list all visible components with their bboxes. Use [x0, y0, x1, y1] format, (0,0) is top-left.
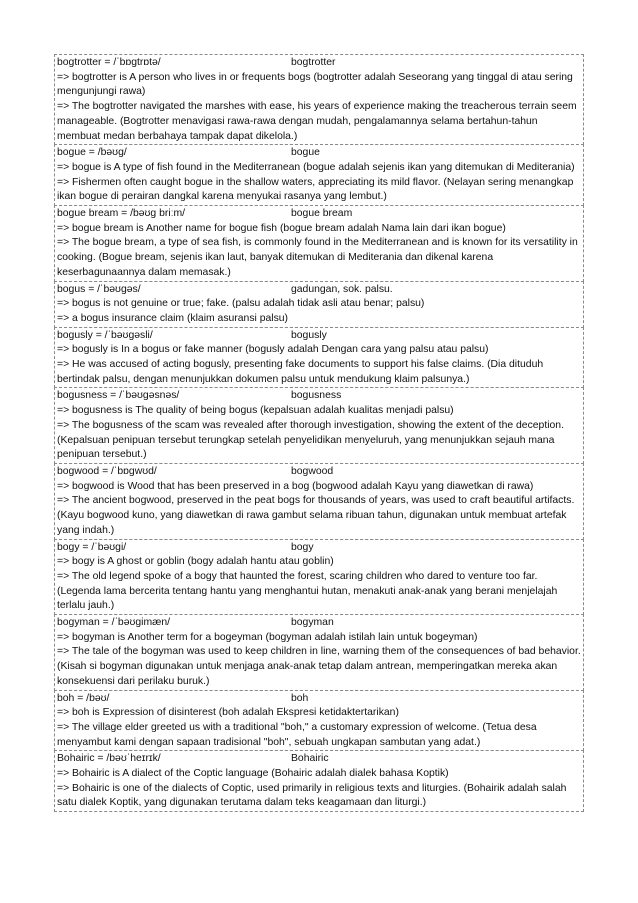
- headword-pronunciation: bogusly = /ˈbəʊɡəsli/: [57, 329, 153, 341]
- entry-bogue-bream: [54, 205, 584, 282]
- headword-pronunciation: Bohairic = /bəʊˈhеɪrɪk/: [57, 753, 161, 765]
- definition-line: => bogyman is Another term for a bogeyman (bogyman adalah istilah lain untuk bogeyman): [57, 631, 478, 643]
- entry-headword-row: [57, 389, 581, 404]
- entry-headword-row: [57, 329, 581, 344]
- entry-headword-row: [57, 283, 581, 298]
- entry-bogue: [54, 144, 584, 206]
- example-line: => The bogue bream, a type of sea fish, is commonly found in the Mediterranean and is known for its versatility in cooking. (Bogue bream, sejenis ikan laut, banyak ditemukan di Mediterania dan dikenal karena keserbagunaannya dalam memasak.): [57, 237, 578, 278]
- example-line: => The bogtrotter navigated the marshes with ease, his years of experience making the treacherous terrain seem manageable. (Bogtrotter menavigasi rawa-rawa dengan mudah, pengalamannya selama bertahun-tahun membuat medan berbahaya tampak dapat dikelola.): [57, 101, 577, 142]
- entry-bogtrotter: [54, 54, 584, 145]
- headword-pronunciation: boh = /bəʊ/: [57, 692, 110, 704]
- definition-line: => boh is Expression of disinterest (boh adalah Ekspresi ketidaktertarikan): [57, 707, 399, 719]
- entry-bohairic: [54, 750, 584, 812]
- example-line: => The ancient bogwood, preserved in the peat bogs for thousands of years, was used to craft beautiful artifacts. (Kayu bogwood kuno, yang diawetkan di rawa gambut selama ribuan tahun, digunakan untuk membuat artefak yang indah.): [57, 495, 575, 536]
- definition-line: => bogusness is The quality of being bogus (kepalsuan adalah kualitas menjadi palsu): [57, 405, 454, 417]
- entry-headword-row: [57, 56, 581, 71]
- example-line: => The tale of the bogyman was used to keep children in line, warning them of the consequences of bad behavior. (Kisah si bogyman digunakan untuk menjaga anak-anak tetap dalam antrean, memperingatkan mereka akan konsekuensi dari perilaku buruk.): [57, 646, 581, 687]
- example-line: => a bogus insurance claim (klaim asuransi palsu): [57, 312, 289, 324]
- headword-gloss: gadungan, sok. palsu.: [291, 283, 393, 295]
- example-line: => He was accused of acting bogusly, presenting fake documents to support his false claims. (Dia dituduh bertindak palsu, dengan menunjukkan dokumen palsu untuk mendukung klaim palsunya.): [57, 359, 544, 385]
- headword-pronunciation: bogue = /bəʊɡ/: [57, 147, 127, 159]
- headword-pronunciation: bogwood = /ˈbɒɡwʊd/: [57, 465, 157, 477]
- headword-gloss: bogusness: [291, 390, 342, 402]
- headword-pronunciation: bogue bream = /bəʊɡ briːm/: [57, 208, 186, 220]
- entry-bogwood: [54, 463, 584, 540]
- entry-headword-row: [57, 692, 581, 707]
- definition-line: => bogusly is In a bogus or fake manner (bogusly adalah Dengan cara yang palsu atau palsu): [57, 344, 489, 356]
- example-line: => The bogusness of the scam was revealed after thorough investigation, showing the extent of the deception. (Kepalsuan penipuan tersebut terungkap setelah penyelidikan menyeluruh, yang menunjukkan sejauh mana penipuan tersebut.): [57, 419, 564, 461]
- entry-bogusly: [54, 327, 584, 389]
- headword-gloss: bogusly: [291, 329, 327, 341]
- entry-headword-row: [57, 752, 581, 767]
- headword-pronunciation: bogyman = /ˈbəʊɡimæn/: [57, 617, 171, 629]
- definition-line: => Bohairic is A dialect of the Coptic language (Bohairic adalah dialek bahasa Koptik): [57, 768, 449, 780]
- example-line: => The village elder greeted us with a traditional "boh," a customary expression of welcome. (Tetua desa menyambut kami dengan sapaan tradisional "boh", sebuah ungkapan sambutan yang adat.): [57, 721, 537, 748]
- definition-line: => bogue bream is Another name for bogue fish (bogue bream adalah Nama lain dari ikan bogue): [57, 222, 506, 234]
- entry-bogyman: [54, 614, 584, 691]
- example-line: => The old legend spoke of a bogy that haunted the forest, scaring children who dared to venture too far. (Legenda lama bercerita tentang hantu yang menghantui hutan, menakuti anak-anak yang berani menjelajah terlalu jauh.): [57, 570, 558, 612]
- entry-boh: [54, 690, 584, 752]
- entry-headword-row: [57, 207, 581, 222]
- entry-headword-row: [57, 465, 581, 480]
- definition-line: => bogwood is Wood that has been preserved in a bog (bogwood adalah Kayu yang diawetkan di rawa): [57, 480, 534, 492]
- definition-line: => bogue is A type of fish found in the Mediterranean (bogue adalah sejenis ikan yang ditemukan di Mediterania): [57, 161, 575, 173]
- headword-pronunciation: bogusness = /ˈbəʊɡəsnəs/: [57, 390, 180, 402]
- definition-line: => bogtrotter is A person who lives in or frequents bogs (bogtrotter adalah Seseorang yang tinggal di atau sering mengunjungi rawa): [57, 71, 573, 98]
- example-line: => Bohairic is one of the dialects of Coptic, used primarily in religious texts and liturgies. (Bohairik adalah salah satu dialek Koptik, yang digunakan terutama dalam teks keagamaan dan liturgi.): [57, 782, 567, 809]
- headword-gloss: bogue bream: [291, 208, 353, 220]
- definition-line: => bogus is not genuine or true; fake. (palsu adalah tidak asli atau benar; palsu): [57, 298, 425, 310]
- headword-gloss: boh: [291, 692, 309, 704]
- headword-gloss: Bohairic: [291, 753, 329, 765]
- headword-gloss: bogwood: [291, 465, 334, 477]
- headword-pronunciation: bogy = /ˈbəʊɡi/: [57, 541, 127, 553]
- example-line: => Fishermen often caught bogue in the shallow waters, appreciating its mild flavor. (Nelayan sering menangkap ikan bogue di perairan dangkal karena menyukai rasanya yang lembut.): [57, 176, 574, 203]
- headword-pronunciation: bogus = /ˈbəʊɡəs/: [57, 283, 141, 295]
- entry-headword-row: [57, 146, 581, 161]
- entry-bogus: [54, 281, 584, 328]
- headword-gloss: bogtrotter: [291, 57, 336, 68]
- entry-bogy: [54, 539, 584, 616]
- headword-pronunciation: bogtrotter = /ˈbɒɡtrɒtə/: [57, 57, 161, 68]
- headword-gloss: bogyman: [291, 617, 334, 629]
- entry-headword-row: [57, 541, 581, 556]
- entry-bogusness: [54, 387, 584, 464]
- definition-line: => bogy is A ghost or goblin (bogy adalah hantu atau goblin): [57, 556, 334, 568]
- dictionary-page: [54, 54, 584, 812]
- headword-gloss: bogue: [291, 147, 320, 159]
- headword-gloss: bogy: [291, 541, 314, 553]
- entry-headword-row: [57, 616, 581, 631]
